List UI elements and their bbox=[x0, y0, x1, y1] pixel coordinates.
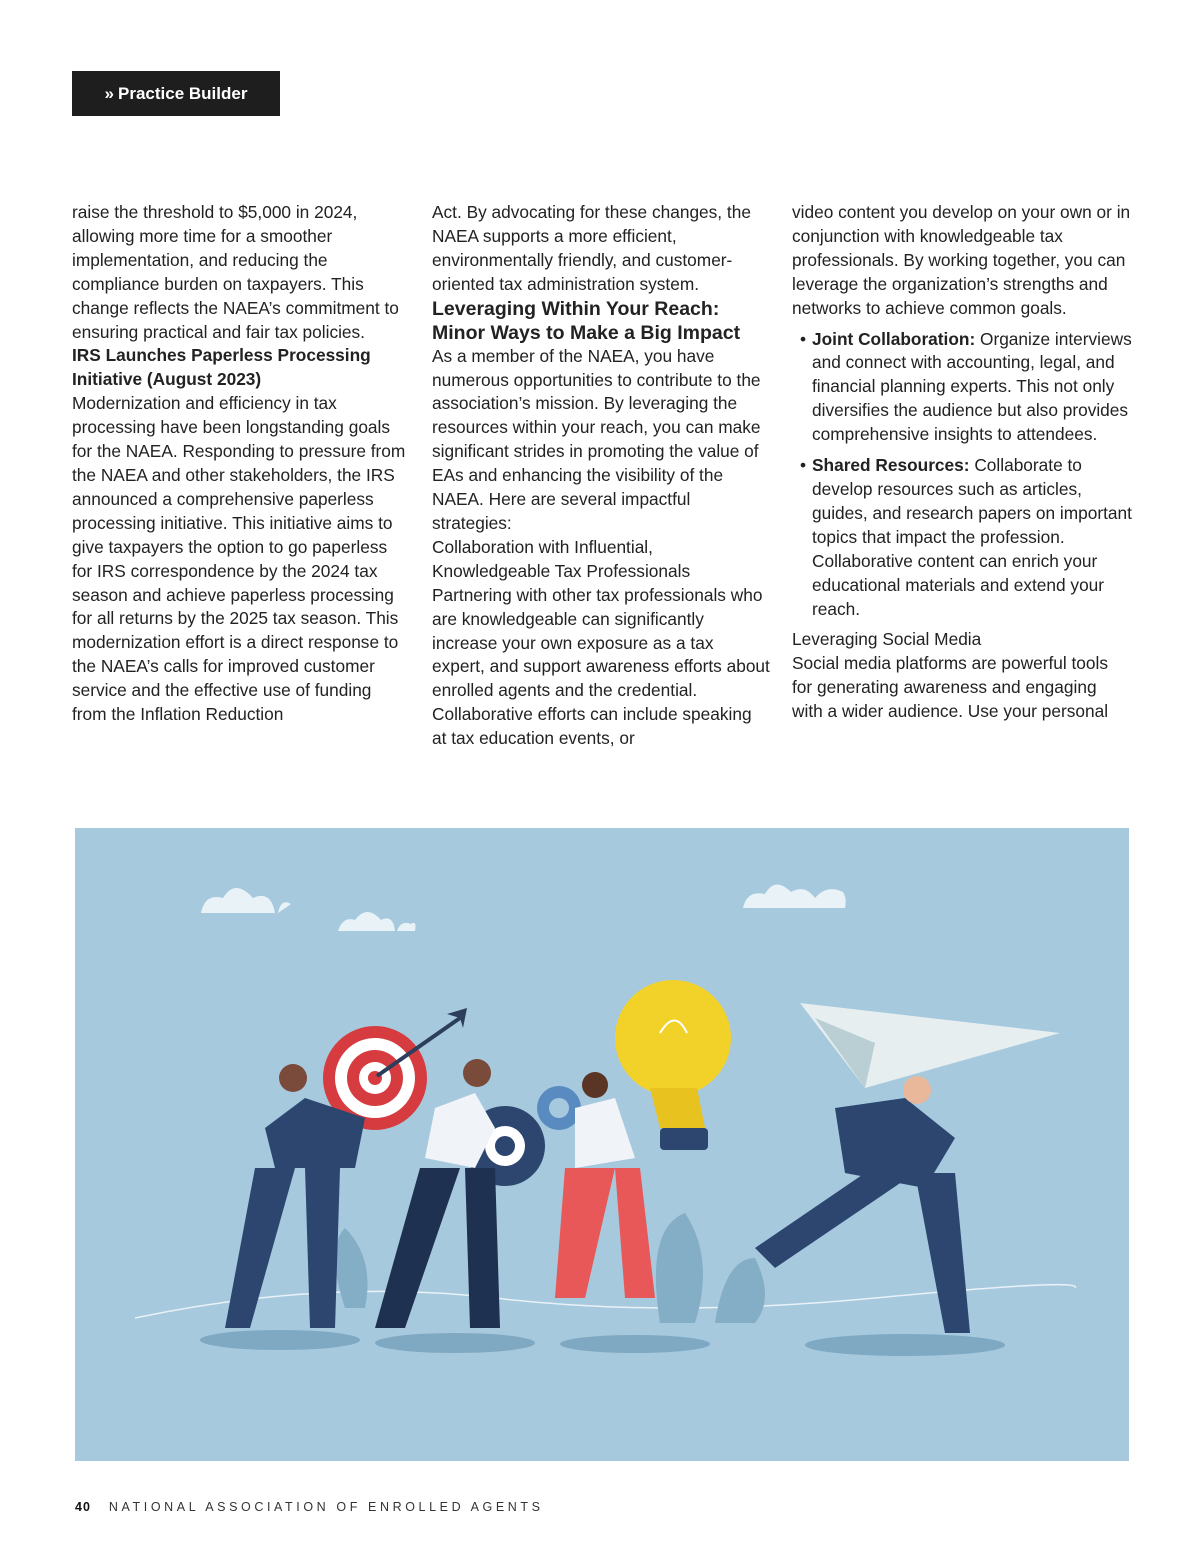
page-footer bbox=[75, 1500, 544, 1514]
paragraph: Social media platforms are powerful tools for generating awareness and engaging with a wider audience. Use your personal bbox=[792, 653, 1109, 722]
paragraph: Act. By advocating for these changes, the NAEA supports a more efficient, environmentally friendly, and customer-oriented tax administration system. bbox=[432, 202, 751, 294]
list-item bbox=[792, 328, 1132, 448]
bullet-text: Collaborate to develop resources such as articles, guides, and research papers on important topics that impact the profession. Collaborative content can enrich your educational materials and extend your reach. bbox=[812, 455, 1132, 619]
bullet-label: Shared Resources: bbox=[812, 455, 970, 476]
cloud-icon bbox=[201, 884, 846, 931]
subheading: Collaboration with Influential, Knowledgeable Tax Professionals bbox=[432, 536, 691, 581]
bullet-icon: • bbox=[800, 455, 807, 476]
publication-name: NATIONAL ASSOCIATION OF ENROLLED AGENTS bbox=[108, 1500, 544, 1514]
bullet-text: Organize interviews and connect with accounting, legal, and financial planning experts. This not only diversifies the audience but also provides comprehensive insights to attendees. bbox=[812, 328, 1132, 445]
section-tag-label: Practice Builder bbox=[118, 83, 248, 103]
paper-plane-icon bbox=[800, 1003, 1060, 1088]
paragraph: Modernization and efficiency in tax processing have been longstanding goals for the NAEA. Responding to pressure from the NAEA and other stakeholders, the IRS announced a comprehensive paperless processing initiative. This initiative aims to give taxpayers the option to go paperless for IRS correspondence by the 2024 tax season and achieve paperless processing for all returns by the 2025 tax season. This modernization effort is a direct response to the NAEA’s calls for improved customer service and the effective use of funding from the Inflation Reduction bbox=[72, 393, 406, 725]
person-with-paper-plane bbox=[755, 1076, 970, 1333]
subheading: Leveraging Social Media bbox=[792, 629, 982, 650]
column-3 bbox=[792, 201, 1132, 724]
subheading: IRS Launches Paperless Processing Initiative (August 2023) bbox=[72, 345, 371, 390]
chevron-icon: » bbox=[104, 83, 114, 103]
paragraph: video content you develop on your own or in conjunction with knowledgeable tax professionals. By working together, you can leverage the organization’s strengths and networks to achieve common goals. bbox=[792, 202, 1131, 318]
section-tag bbox=[72, 71, 280, 116]
bullet-label: Joint Collaboration: bbox=[812, 328, 976, 349]
bullet-icon: • bbox=[800, 328, 807, 349]
illustration-svg bbox=[75, 828, 1129, 1461]
paragraph: Partnering with other tax professionals who are knowledgeable can significantly increase your own exposure as a tax expert, and support awareness efforts about enrolled agents and the credential. Collaborative efforts can include speaking at tax education events, or bbox=[432, 584, 770, 749]
shadow bbox=[200, 1330, 1005, 1356]
section-heading: Leveraging Within Your Reach: Minor Ways to Make a Big Impact bbox=[432, 297, 741, 344]
page-number: 40 bbox=[75, 1500, 91, 1514]
column-2 bbox=[432, 201, 770, 751]
bullet-list bbox=[792, 328, 1132, 622]
paragraph: raise the threshold to $5,000 in 2024, allowing more time for a smoother implementation, and reducing the compliance burden on taxpayers. This change reflects the NAEA’s commitment to ensuring practical and fair tax policies. bbox=[72, 202, 399, 342]
list-item bbox=[792, 454, 1132, 621]
lightbulb-icon bbox=[615, 980, 731, 1150]
paragraph: As a member of the NAEA, you have numerous opportunities to contribute to the association’s mission. By leveraging the resources within your reach, you can make significant strides in promoting the value of EAs and enhancing the visibility of the NAEA. Here are several impactful strategies: bbox=[432, 345, 761, 533]
teamwork-illustration bbox=[75, 828, 1129, 1461]
column-1 bbox=[72, 201, 410, 727]
